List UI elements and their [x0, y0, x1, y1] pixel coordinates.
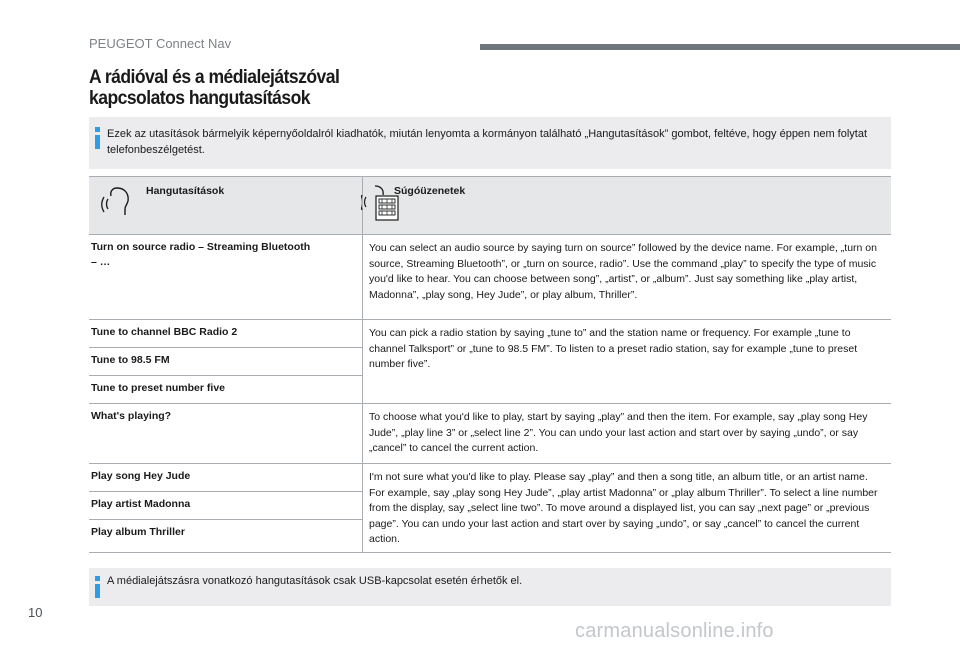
header-brand: PEUGEOT Connect Nav — [89, 36, 232, 51]
watermark: carmanualsonline.info — [575, 620, 774, 642]
table-row — [89, 235, 891, 320]
command-cell — [89, 348, 362, 376]
page-number: 10 — [28, 605, 43, 620]
command-cell — [89, 376, 362, 403]
voice-command-icon — [101, 184, 137, 218]
command-cell — [89, 492, 362, 520]
help-message-text: I'm not sure what you'd like to play. Please say „play” and then a song title, an album title, or an artist name. For example, say „play song Hey Jude”, „play artist Madonna” or „play album Thriller”. To select a line number from the display, say „select line two”. To move around a displayed list, you can say „next page” or „previous page”. You can undo your last action and start over by saying „undo”, or say „cancel” to cancel the current action. — [369, 471, 878, 546]
table-row — [89, 320, 891, 404]
table-header — [89, 177, 891, 235]
command-text: Play artist Madonna — [91, 498, 191, 510]
help-message-text: To choose what you'd like to play, start by saying „play” and then the item. For example, say „play song Hey Jude”, „play line 3” or „select line 2”. You can undo your last action and start over by saying „undo”, or say „cancel” to cancel the current action. — [369, 411, 868, 455]
command-text: Tune to channel BBC Radio 2 — [91, 326, 238, 338]
intro-note — [89, 117, 891, 169]
voice-command-table — [89, 176, 891, 553]
command-cell — [89, 520, 362, 553]
header-commands-label: Hangutasítások — [146, 185, 225, 197]
header-help-messages-label: Súgóüzenetek — [394, 185, 466, 197]
command-text: Play song Hey Jude — [91, 470, 191, 482]
command-cell — [89, 464, 362, 492]
command-text: Play album Thriller — [91, 526, 185, 538]
command-text: Tune to preset number five — [91, 382, 225, 394]
intro-note-text: Ezek az utasítások bármelyik képernyőoldalról kiadhatók, miután lenyomta a kormányon található „Hangutasítások” gombot, feltéve, hogy éppen nem folytat telefonbeszélgetést. — [107, 128, 868, 156]
page-title-line-1: A rádióval és a médialejátszóval — [89, 66, 340, 88]
command-cell — [89, 320, 362, 348]
command-text: Tune to 98.5 FM — [91, 354, 170, 366]
bottom-note-text: A médialejátszásra vonatkozó hangutasítások csak USB-kapcsolat esetén érhetők el. — [107, 575, 523, 587]
page-title — [89, 67, 339, 109]
help-message-text: You can select an audio source by saying turn on source” followed by the device name. For example, „turn on source, Streaming Bluetooth”, or „turn on source, radio”. Use the command „play” to specify the type of music you'd like to hear. You can choose between song”, „artist”, or „album”. Just say something like „play artist, Madonna”, „play song, Hey Jude”, or play album, Thriller”. — [369, 242, 877, 301]
help-message-text: You can pick a radio station by saying „tune to” and the station name or frequency. For example „tune to channel Talksport” or „tune to 98.5 FM”. To listen to a preset radio station, say for example „tune to preset number five”. — [369, 327, 858, 371]
page-title-line-2: kapcsolatos hangutasítások — [89, 87, 311, 109]
bottom-note — [89, 568, 891, 606]
table-row — [89, 464, 891, 553]
command-text: Turn on source radio – Streaming Bluetooth – … — [91, 241, 311, 268]
table-row — [89, 404, 891, 464]
header-bar — [480, 44, 960, 50]
command-text: What's playing? — [91, 410, 172, 422]
